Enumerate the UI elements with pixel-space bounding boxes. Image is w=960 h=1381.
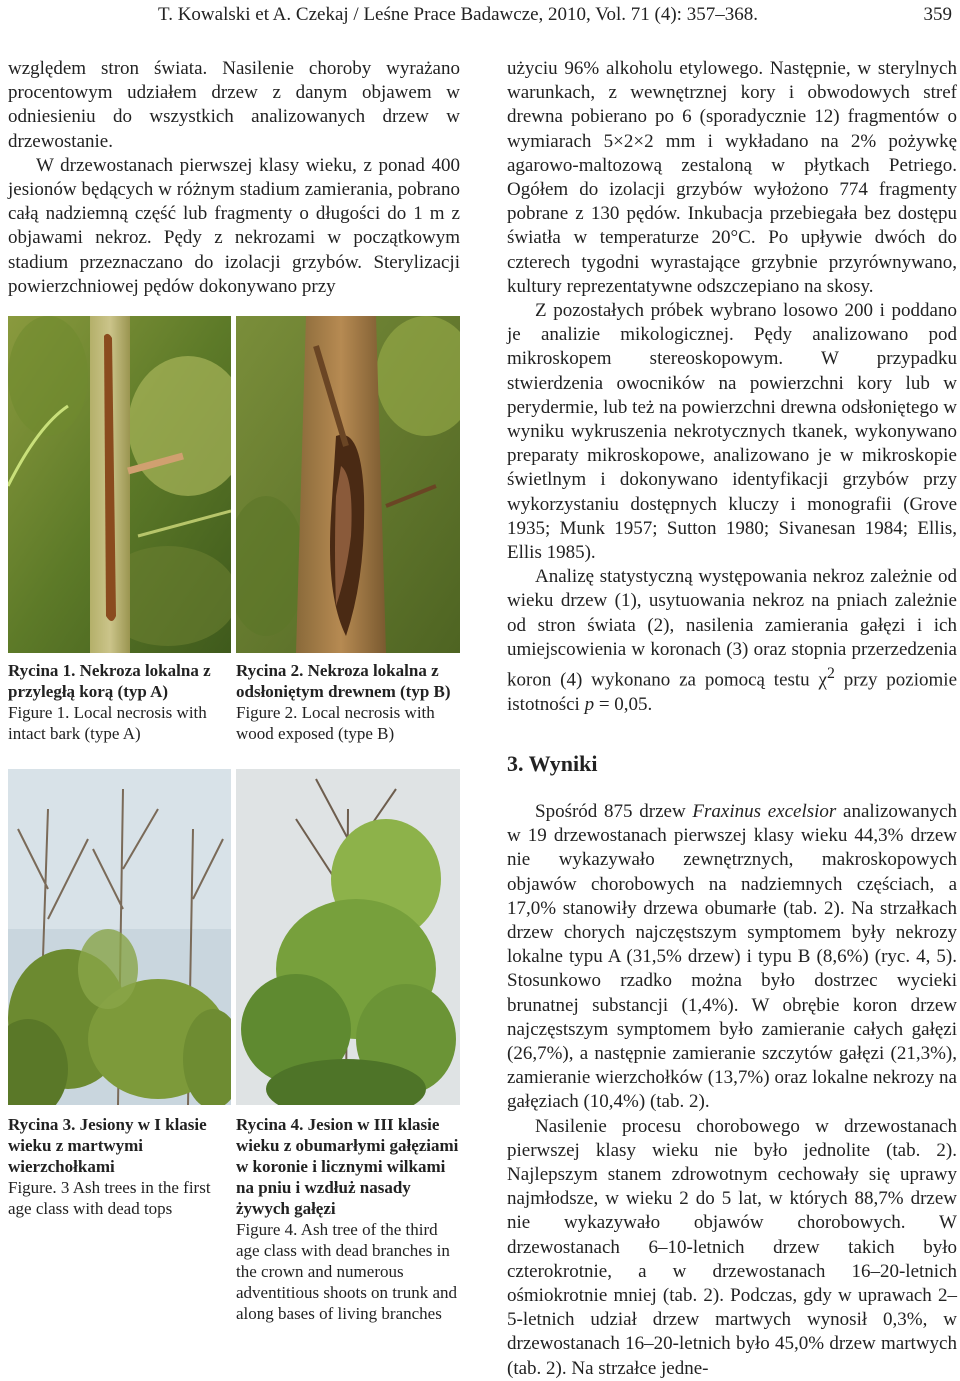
caption-english: Figure. 3 Ash trees in the first age class with dead tops — [8, 1178, 211, 1218]
figure-1-caption — [8, 660, 230, 744]
left-column-text — [8, 57, 460, 299]
superscript: 2 — [826, 665, 835, 683]
paragraph: W drzewostanach pierwszej klasy wieku, z ponad 400 jesionów będących w różnym stadium zamierania, pobrano całą nadziemną część lub fragmenty o długości do 1 m z objawami nekroz. Pędy z nekrozami w początkowym stadium przeznaczano do izolacji grzybów. Sterylizacji powierzchniowej pędów dokonywano przy — [8, 154, 460, 297]
caption-polish: Rycina 2. Nekroza lokalna z odsłoniętym drewnem (typ B) — [236, 661, 451, 701]
running-header — [8, 2, 952, 30]
figure-3-photo — [8, 769, 231, 1105]
text-run: analizowanych w 19 drzewostanach pierwszej klasy wieku 44,3% drzew nie wykazywało zewnętrznych, makroskopowych objawów chorobowych na nadziemnych częściach, a 17,0% stanowiły drzewa obumarłe (tab. 2). Na strzałkach drzew chorych najczęstszym symptomem były nekrozy lokalne typu A (31,5% drzew) i typu B (8,6%) (ryc. 4, 5). Stosunkowo rzadko można było dostrzec wycieki brunatnej substancji (1,4%). W obrębie koron drzew najczęstszym symptomem było zamieranie całych gałęzi (26,7%), a następnie zamieranie szczytów gałęzi (21,3%), zamieranie wierzchołków (13,7%) oraz lokalne nekrozy na gałęziach (10,4%) (tab. 2). — [507, 801, 958, 1113]
italic-variable: p — [584, 693, 595, 715]
header-citation: T. Kowalski et A. Czekaj / Leśne Prace Badawcze, 2010, Vol. 71 (4): 357–368. — [158, 4, 758, 25]
figure-2-photo — [236, 316, 460, 653]
caption-english: Figure 1. Local necrosis with intact bark (type A) — [8, 703, 207, 743]
text-run: przy poziomie istotności — [507, 669, 957, 715]
page-number: 359 — [923, 4, 952, 25]
paragraph: względem stron świata. Nasilenie choroby wyrażano procentowym udziałem drzew z danym objawem w odniesieniu do wszystkich analizowanych drzew w drzewostanie. — [8, 58, 460, 152]
necrosis-wood-image — [236, 316, 460, 653]
section-heading: 3. Wyniki — [507, 751, 598, 776]
necrosis-bark-image — [8, 316, 231, 653]
results-text — [507, 800, 957, 1381]
text-run: Spośród 875 drzew — [535, 801, 693, 822]
figure-2-caption — [236, 660, 460, 744]
figure-3-caption — [8, 1114, 230, 1219]
paragraph: Nasilenie procesu chorobowego w drzewostanach pierwszej klasy wieku nie było jednolite (tab. 2). Najlepszym stanem zdrowotnym cechowały się uprawy najmłodsze, w wieku 2 do 5 lat, w których 88,7% drzew nie wykazywało objawów chorobowych. W drzewostanach 6–10-letnich drzew takich było czterokrotnie, a w drzewostanach 16–20-letnich ośmiokrotnie mniej (tab. 2). Podczas, gdy w uprawach 2–5-letnich udział drzew martwych wynosił 0,3%, w drzewostanach 16–20-letnich było 45,0% drzew martwych (tab. 2). Na strzałce jedne- — [507, 1115, 957, 1379]
ash-tree-dead-branches-image — [236, 769, 460, 1105]
caption-english: Figure 4. Ash tree of the third age class with dead branches in the crown and numerous adventitious shoots on trunk and along bases of living branches — [236, 1220, 457, 1323]
caption-polish: Rycina 1. Nekroza lokalna z przyległą korą (typ A) — [8, 661, 211, 701]
species-name: Fraxinus excelsior — [692, 801, 837, 822]
figure-4-photo — [236, 769, 460, 1105]
paragraph — [507, 565, 957, 717]
figure-1-photo — [8, 316, 231, 653]
paragraph: użyciu 96% alkoholu etylowego. Następnie, w sterylnych warunkach, z wewnętrznej kory i obwodowych stref drewna pobierano po 6 (sporadycznie 12) fragmentów o wymiarach 5×2×2 mm i wykładano na 2% pożywkę agarowo-maltozową zestaloną w płytkach Petriego. Ogółem do izolacji grzybów wyłożono 774 fragmenty pobrane z 130 pędów. Inkubacja przebiegała bez dostępu światła w temperaturze 20°C. Po upływie dwóch do czterech tygodni wyrastające grzybnie przyrównywano, kultury reprezentatywne odszczepiano na skosy. — [507, 58, 957, 297]
right-column-text — [507, 57, 957, 717]
caption-polish: Rycina 3. Jesiony w I klasie wieku z martwymi wierzchołkami — [8, 1115, 207, 1176]
text-run: = 0,05. — [594, 693, 653, 715]
text-run: Analizę statystyczną występowania nekroz zależnie od wieku drzew (1), usytuowania nekroz na pniach zależnie od stron świata (2), nasilenia zamierania gałęzi i ich umiejscowienia w koronach (3) oraz stopnia przerzedzenia koron (4) wykonano za pomocą testu χ — [507, 566, 957, 691]
ash-trees-dead-tops-image — [8, 769, 231, 1105]
caption-polish: Rycina 4. Jesion w III klasie wieku z obumarłymi gałęziami w koronie i licznymi wilkami na pniu i wzdłuż nasady żywych gałęzi — [236, 1115, 459, 1218]
caption-english: Figure 2. Local necrosis with wood exposed (type B) — [236, 703, 435, 743]
paragraph: Z pozostałych próbek wybrano losowo 200 i poddano je analizie mikologicznej. Pędy analizowano pod mikroskopem stereoskopowym. W przypadku stwierdzenia owocników na powierzchni kory lub w perydermie, lub też na powierzchni drewna odsłoniętego w wyniku wykruszenia nekrotycznych tkanek, wykonywano preparaty mikroskopowe, analizowano je w mikroskopie świetlnym i dokonywano identyfikacji grzybów przy wykorzystaniu dostępnych kluczy i monografii (Grove 1935; Munk 1957; Sutton 1980; Sivanesan 1984; Ellis, Ellis 1985). — [507, 300, 957, 564]
paragraph — [507, 800, 957, 1115]
figure-4-caption — [236, 1114, 461, 1324]
